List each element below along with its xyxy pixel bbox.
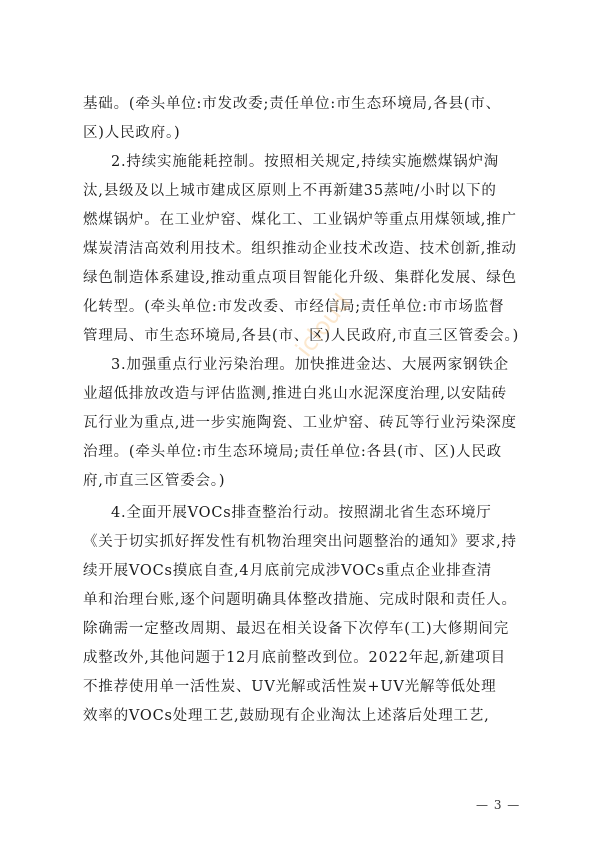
text-line: 管理局、市生态环境局,各县(市、区)人民政府,市直三区管委会。) [83,328,520,344]
text-line: 业超低排放改造与评估监测,推进白兆山水泥深度治理,以安陆砖 [83,386,507,402]
text-line: 区)人民政府。) [83,125,181,141]
text-line: 燃煤锅炉。在工业炉窑、煤化工、工业锅炉等重点用煤领域,推广 [83,212,517,228]
text-line: 除确需一定整改周期、最迟在相关设备下次停车(工)大修期间完 [83,621,510,637]
text-line: 煤炭清洁高效利用技术。组织推动企业技术改造、技术创新,推动 [83,241,517,257]
text-line: 续开展VOCs摸底自查,4月底前完成涉VOCs重点企业排查清 [83,563,493,579]
text-line: 单和治理台账,逐个问题明确具体整改措施、完成时限和责任人。 [83,592,517,608]
text-line: 不推荐使用单一活性炭、UV光解或活性炭+UV光解等低处理 [83,679,497,695]
text-line: 化转型。(牵头单位:市发改委、市经信局;责任单位:市市场监督 [83,299,505,315]
text-line: 瓦行业为重点,进一步实施陶瓷、工业炉窑、砖瓦等行业污染深度 [83,415,517,431]
text-line: 汰,县级及以上城市建成区原则上不再新建35蒸吨/小时以下的 [83,183,497,199]
text-line: 基础。(牵头单位:市发改委;责任单位:市生态环境局,各县(市、 [83,96,501,112]
text-line: 绿色制造体系建设,推动重点项目智能化升级、集群化发展、绿色 [83,270,517,286]
text-line: 效率的VOCs处理工艺,鼓励现有企业淘汰上述落后处理工艺, [83,708,490,724]
text-line: 《关于切实抓好挥发性有机物治理突出问题整治的通知》要求,持 [83,534,517,550]
paragraph-heading-line: 4.全面开展VOCs排查整治行动。按照湖北省生态环境厅 [111,505,492,521]
paragraph-heading-line: 2.持续实施能耗控制。按照相关规定,持续实施燃煤锅炉淘 [111,154,500,170]
page-number: — 3 — [476,798,521,812]
watermark: icloud [290,288,357,363]
text-line: 府,市直三区管委会。) [83,473,226,489]
text-line: 治理。(牵头单位:市生态环境局;责任单位:各县(市、区)人民政 [83,444,502,460]
paragraph-heading-line: 3.加强重点行业污染治理。加快推进金达、大展两家钢铁企 [111,357,509,373]
text-line: 成整改外,其他问题于12月底前整改到位。2022年起,新建项目 [83,650,506,666]
